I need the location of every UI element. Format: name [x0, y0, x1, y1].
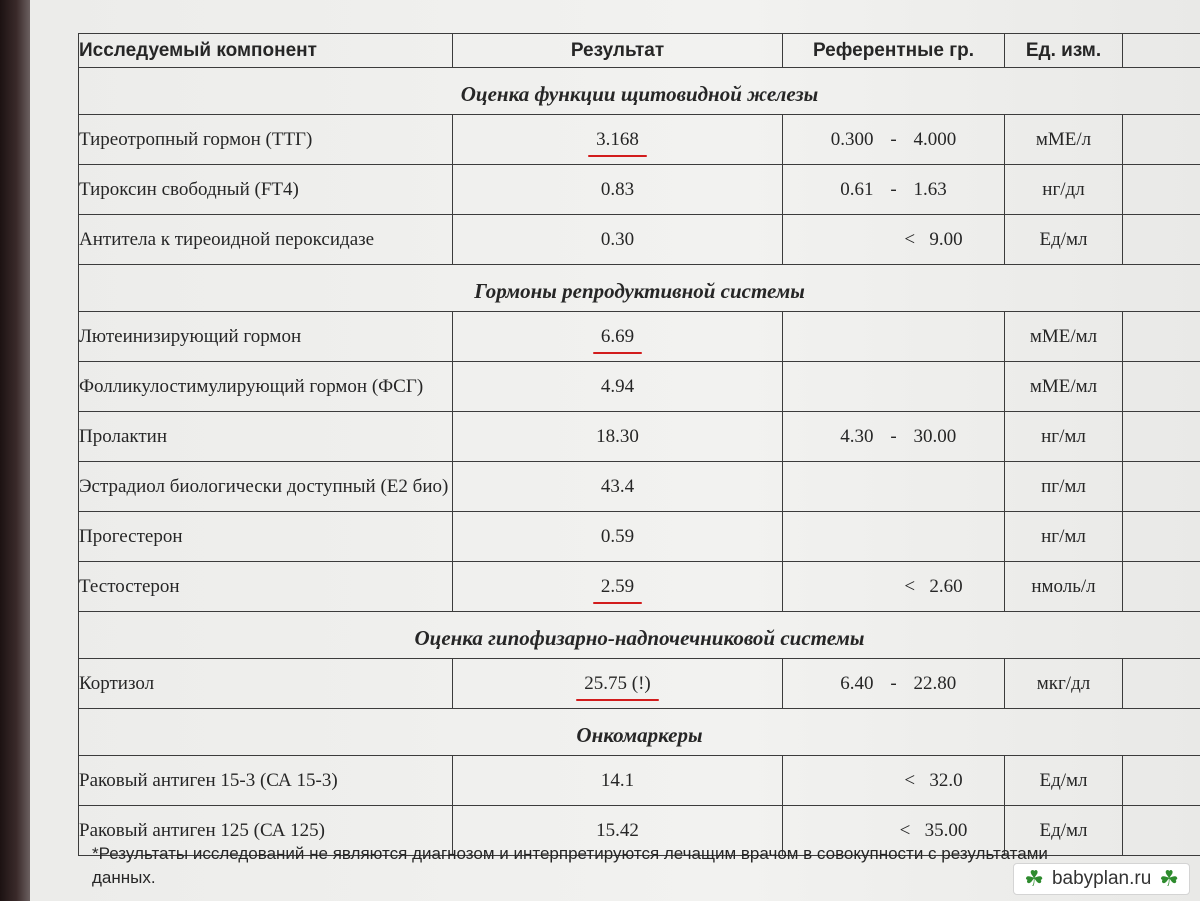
reference-dash: -: [890, 128, 897, 150]
result-value-underlined: 25.75 (!): [584, 672, 651, 694]
result-value: 0.30: [600, 228, 635, 250]
component-name: Лютеинизирующий гормон: [79, 312, 453, 362]
table-row: [79, 362, 1200, 412]
unit-cell: нмоль/л: [1005, 562, 1123, 612]
result-cell: [453, 412, 783, 462]
result-cell: [453, 115, 783, 165]
component-name: Эстрадиол биологически доступный (Е2 био): [79, 462, 453, 512]
footnote-line-1: *Результаты исследований не являются диагнозом и интерпретируются лечащим врачом в совокупности с результатами: [92, 844, 1048, 863]
reference-less-than: < 32.0: [904, 769, 963, 791]
result-cell: [453, 756, 783, 806]
component-name: Антитела к тиреоидной пероксидазе: [79, 215, 453, 265]
result-value: 4.94: [600, 375, 635, 397]
section-row: [79, 265, 1200, 312]
extra-cell: [1123, 659, 1200, 709]
reference-cell: [783, 362, 1005, 412]
result-value: 43.4: [600, 475, 635, 497]
header-component: Исследуемый компонент: [79, 34, 453, 68]
result-cell: [453, 512, 783, 562]
result-value: 18.30: [596, 425, 639, 447]
section-title: Оценка гипофизарно-надпочечниковой системы: [79, 612, 1200, 659]
extra-cell: [1123, 462, 1200, 512]
result-cell: [453, 462, 783, 512]
reference-high: 30.00: [913, 425, 957, 447]
clover-icon: ☘: [1159, 866, 1179, 891]
reference-high: 22.80: [913, 672, 957, 694]
section-row: [79, 612, 1200, 659]
table-row: [79, 115, 1200, 165]
table-row: [79, 412, 1200, 462]
section-title: Гормоны репродуктивной системы: [79, 265, 1200, 312]
reference-low: 4.30: [840, 425, 874, 447]
section-row: [79, 68, 1200, 115]
reference-cell: [783, 659, 1005, 709]
reference-dash: -: [890, 178, 897, 200]
extra-cell: [1123, 115, 1200, 165]
reference-cell: [783, 312, 1005, 362]
section-title: Оценка функции щитовидной железы: [79, 68, 1200, 115]
reference-low: 0.300: [830, 128, 874, 150]
result-cell: [453, 562, 783, 612]
table-row: [79, 562, 1200, 612]
extra-cell: [1123, 412, 1200, 462]
dark-background-edge: [0, 0, 30, 901]
header-reference: Референтные гр.: [783, 34, 1005, 68]
result-value-underlined: 6.69: [600, 325, 635, 347]
reference-less-than: < 9.00: [904, 228, 963, 250]
result-cell: [453, 215, 783, 265]
unit-cell: мкг/дл: [1005, 659, 1123, 709]
result-value-underlined: 3.168: [596, 128, 639, 150]
reference-dash: -: [890, 425, 897, 447]
component-name: Раковый антиген 125 (СА 125): [79, 806, 453, 856]
table-row: [79, 756, 1200, 806]
extra-cell: [1123, 165, 1200, 215]
extra-cell: [1123, 362, 1200, 412]
component-name: Тиреотропный гормон (ТТГ): [79, 115, 453, 165]
reference-cell: [783, 512, 1005, 562]
extra-cell: [1123, 512, 1200, 562]
table-row: [79, 512, 1200, 562]
result-value: 15.42: [596, 819, 639, 841]
reference-cell: [783, 462, 1005, 512]
table-row: [79, 215, 1200, 265]
unit-cell: мМЕ/л: [1005, 115, 1123, 165]
reference-cell: [783, 115, 1005, 165]
table-row: [79, 165, 1200, 215]
results-table: [78, 33, 1200, 856]
unit-cell: нг/дл: [1005, 165, 1123, 215]
result-value: 0.83: [600, 178, 635, 200]
extra-cell: [1123, 562, 1200, 612]
unit-cell: пг/мл: [1005, 462, 1123, 512]
unit-cell: Ед/мл: [1005, 756, 1123, 806]
unit-cell: нг/мл: [1005, 512, 1123, 562]
result-cell: [453, 312, 783, 362]
watermark-text: babyplan.ru: [1051, 868, 1152, 889]
result-cell: [453, 659, 783, 709]
header-row: [79, 34, 1200, 68]
reference-low: 0.61: [840, 178, 874, 200]
table-row: [79, 659, 1200, 709]
component-name: Фолликулостимулирующий гормон (ФСГ): [79, 362, 453, 412]
component-name: Пролактин: [79, 412, 453, 462]
extra-cell: [1123, 312, 1200, 362]
reference-cell: [783, 165, 1005, 215]
clover-icon: ☘: [1024, 866, 1044, 891]
unit-cell: мМЕ/мл: [1005, 312, 1123, 362]
reference-high: 4.000: [913, 128, 957, 150]
component-name: Кортизол: [79, 659, 453, 709]
header-result: Результат: [453, 34, 783, 68]
reference-cell: [783, 756, 1005, 806]
reference-less-than: < 35.00: [899, 819, 968, 841]
table-row: [79, 312, 1200, 362]
extra-cell: [1123, 756, 1200, 806]
header-unit: Ед. изм.: [1005, 34, 1123, 68]
result-value: 14.1: [600, 769, 635, 791]
reference-less-than: < 2.60: [904, 575, 963, 597]
header-extra: [1123, 34, 1200, 68]
unit-cell: Ед/мл: [1005, 806, 1123, 856]
unit-cell: Ед/мл: [1005, 215, 1123, 265]
result-cell: [453, 362, 783, 412]
results-body: [79, 68, 1200, 856]
reference-dash: -: [890, 672, 897, 694]
component-name: Раковый антиген 15-3 (СА 15-3): [79, 756, 453, 806]
component-name: Тироксин свободный (FT4): [79, 165, 453, 215]
reference-cell: [783, 412, 1005, 462]
extra-cell: [1123, 215, 1200, 265]
result-value-underlined: 2.59: [600, 575, 635, 597]
component-name: Прогестерон: [79, 512, 453, 562]
unit-cell: нг/мл: [1005, 412, 1123, 462]
section-row: [79, 709, 1200, 756]
unit-cell: мМЕ/мл: [1005, 362, 1123, 412]
reference-cell: [783, 562, 1005, 612]
watermark-badge[interactable]: [1013, 863, 1190, 895]
result-value: 0.59: [600, 525, 635, 547]
section-title: Онкомаркеры: [79, 709, 1200, 756]
result-cell: [453, 165, 783, 215]
reference-low: 6.40: [840, 672, 874, 694]
reference-cell: [783, 215, 1005, 265]
reference-high: 1.63: [913, 178, 947, 200]
table-row: [79, 462, 1200, 512]
component-name: Тестостерон: [79, 562, 453, 612]
footnote-line-2: данных.: [92, 868, 156, 887]
